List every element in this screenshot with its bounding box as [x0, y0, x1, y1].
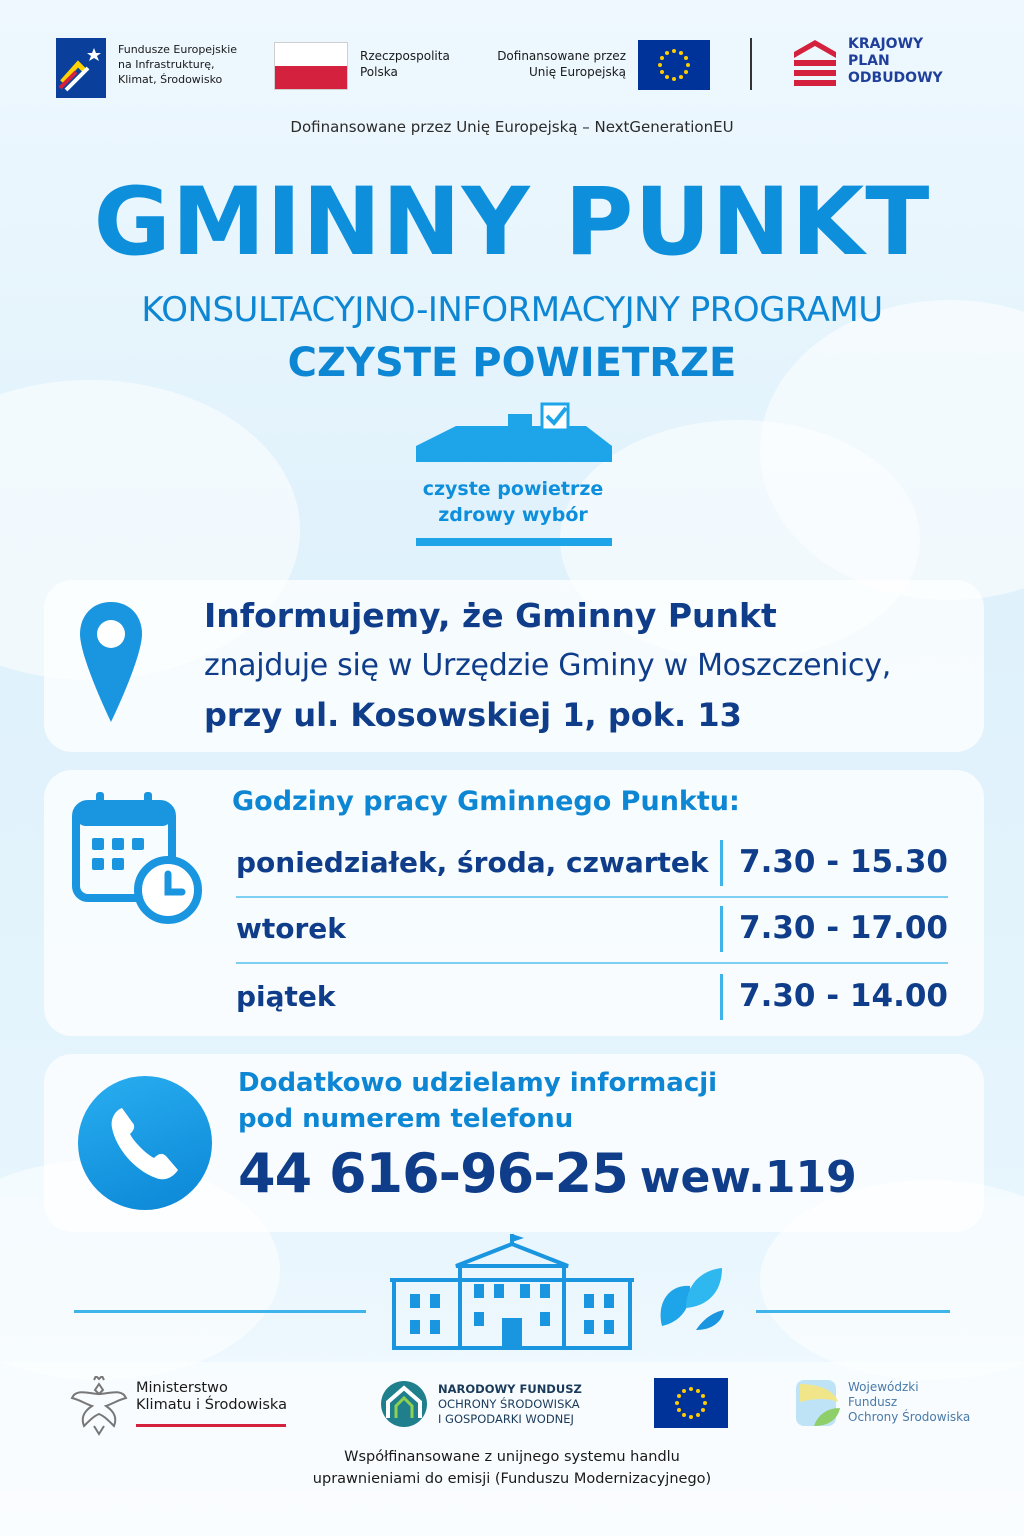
- phone-number[interactable]: 44 616-96-25: [238, 1142, 628, 1205]
- hours-divider: [720, 840, 723, 886]
- row-separator: [236, 896, 948, 898]
- poland-flag: [274, 42, 348, 90]
- location-card: [44, 580, 984, 752]
- nextgeneu-line: Dofinansowane przez Unię Europejską – NextGenerationEU: [290, 118, 734, 136]
- fundusze-europejskie-label: Fundusze Europejskie na Infrastrukturę, Klimat, Środowisko: [118, 43, 238, 86]
- header-logos: [56, 34, 976, 98]
- decorative-line: [74, 1310, 366, 1313]
- cofinance-line-1: Współfinansowane z unijnego systemu handlu: [344, 1449, 680, 1465]
- fundusze-europejskie-logo: [56, 38, 106, 98]
- logo-separator: [750, 38, 752, 90]
- phone-info-line-1: Dodatkowo udzielamy informacji: [238, 1068, 718, 1098]
- eu-flag: [654, 1378, 728, 1428]
- phone-info-line-2: pod numerem telefonu: [238, 1104, 574, 1134]
- hours-time: 7.30 - 15.30: [739, 844, 948, 880]
- phone-card: [44, 1054, 984, 1232]
- program-name: CZYSTE POWIETRZE: [287, 340, 737, 386]
- hours-divider: [720, 974, 723, 1020]
- hours-row: [236, 968, 948, 1032]
- hours-card: [44, 770, 984, 1036]
- nfosigw-line-3: I GOSPODARKI WODNEJ: [438, 1412, 574, 1426]
- page-subtitle: KONSULTACYJNO-INFORMACYJNY PROGRAMU: [141, 290, 883, 330]
- phone-icon: [78, 1076, 212, 1210]
- hours-row: [236, 834, 948, 898]
- phone-number-block: [238, 1142, 857, 1205]
- ministry-underline: [136, 1424, 286, 1427]
- eu-flag: [638, 40, 710, 90]
- hours-day: wtorek: [236, 912, 346, 945]
- location-pin-icon: [78, 600, 144, 728]
- hours-row: [236, 900, 948, 964]
- hours-time: 7.30 - 14.00: [739, 978, 948, 1014]
- wfosigw-logo: [794, 1378, 842, 1428]
- location-address: przy ul. Kosowskiej 1, pok. 13: [204, 696, 742, 734]
- page-title: GMINNY PUNKT: [93, 168, 931, 277]
- czyste-powietrze-slogan: [408, 476, 618, 528]
- rzeczpospolita-label: Rzeczpospolita Polska: [360, 49, 450, 79]
- hours-time: 7.30 - 17.00: [739, 910, 948, 946]
- eu-cofinance-label: Dofinansowane przez Unię Europejską: [497, 49, 626, 79]
- hours-day: piątek: [236, 980, 336, 1013]
- slogan-line-2: zdrowy wybór: [438, 504, 588, 526]
- cofinance-line-2: uprawnieniami do emisji (Funduszu Modernizacyjnego): [312, 1471, 712, 1487]
- location-headline: Informujemy, że Gminny Punkt: [204, 596, 777, 635]
- kpo-icon: [792, 38, 838, 92]
- hours-title: Godziny pracy Gminnego Punktu:: [232, 786, 740, 817]
- wfosigw-label: Wojewódzki Fundusz Ochrony Środowiska: [848, 1380, 971, 1424]
- phone-extension: wew.119: [639, 1152, 857, 1203]
- calendar-clock-icon: [72, 790, 204, 926]
- town-hall-icon: [390, 1232, 634, 1352]
- nfosigw-logo: [380, 1378, 428, 1430]
- kpo-label: KRAJOWY PLAN ODBUDOWY: [848, 36, 943, 86]
- leaves-icon: [656, 1262, 726, 1332]
- nfosigw-line-2: OCHRONY ŚRODOWISKA: [438, 1397, 580, 1411]
- polish-eagle-icon: [70, 1376, 128, 1436]
- row-separator: [236, 962, 948, 964]
- nfosigw-label: [438, 1382, 582, 1427]
- cofinance-note: [0, 1446, 1024, 1490]
- slogan-line-1: czyste powietrze: [422, 478, 604, 500]
- ministry-label: Ministerstwo Klimatu i Środowiska: [136, 1380, 287, 1413]
- hours-divider: [720, 906, 723, 952]
- decorative-line: [756, 1310, 950, 1313]
- nfosigw-line-1: NARODOWY FUNDUSZ: [438, 1382, 582, 1396]
- location-description: znajduje się w Urzędzie Gminy w Moszczenicy,: [204, 648, 891, 683]
- hours-day: poniedziałek, środa, czwartek: [236, 846, 709, 879]
